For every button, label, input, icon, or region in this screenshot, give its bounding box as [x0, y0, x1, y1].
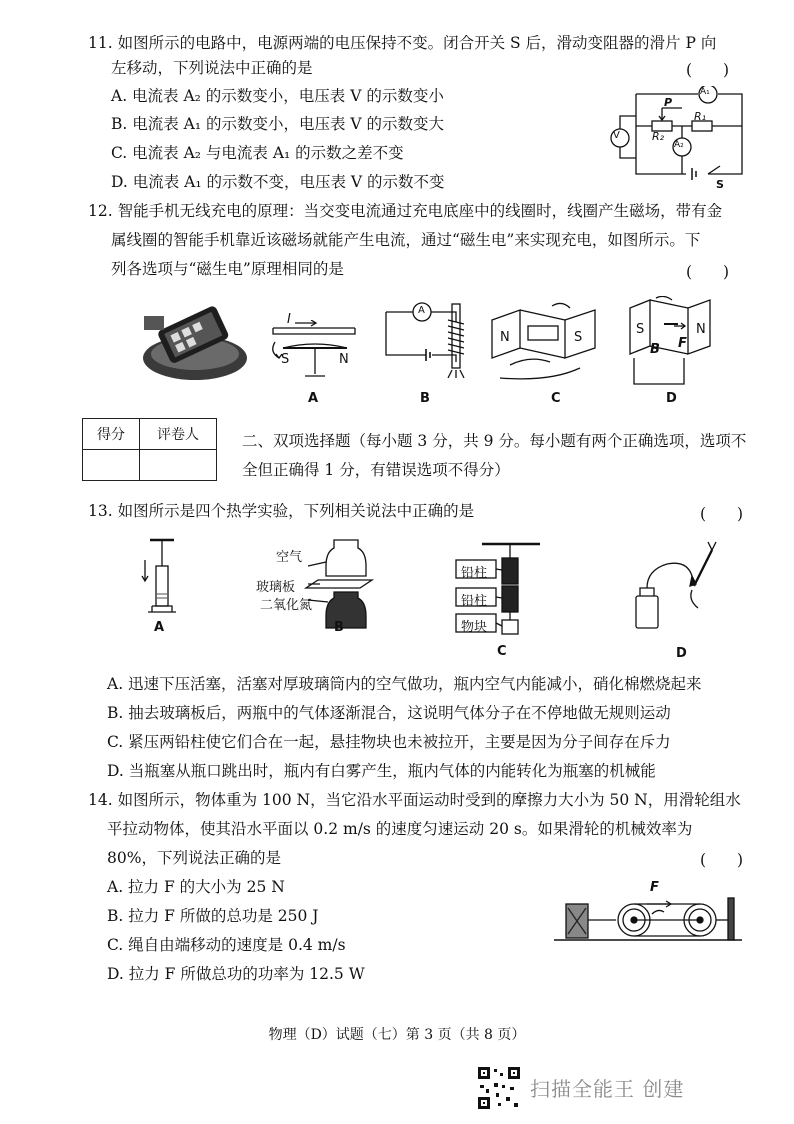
- block-label: 物块: [461, 620, 488, 635]
- q12-caption-d: D: [666, 391, 677, 406]
- q11-stem-line2: 左移动，下列说法中正确的是: [111, 59, 313, 77]
- d-magnet-s-label: S: [636, 322, 645, 337]
- score-table: [82, 418, 217, 481]
- score-label: 得分: [83, 419, 140, 450]
- q12-figure-d: [628, 296, 718, 386]
- q13-caption-b: B: [334, 620, 344, 635]
- battery-icon: [692, 168, 696, 180]
- lead-column2-label: 铅柱: [461, 594, 488, 609]
- switch-s-label: S: [716, 178, 724, 191]
- q13-option-b: B. 抽去玻璃板后，两瓶中的气体逐渐混合，这说明气体分子在不停地做无规则运动: [107, 704, 671, 722]
- r2-label: R₂: [652, 130, 665, 143]
- qr-code-icon: [476, 1065, 522, 1111]
- voltmeter-label: V: [613, 130, 620, 141]
- q14-option-d: D. 拉力 F 所做总功的功率为 12.5 W: [107, 965, 365, 983]
- d-magnet-n-label: N: [696, 322, 706, 337]
- q14-pulley-diagram: [552, 880, 742, 944]
- q14-option-b: B. 拉力 F 所做的总功是 250 J: [107, 907, 319, 925]
- q13-caption-a: A: [154, 620, 165, 635]
- scanner-watermark: 扫描全能王 创建: [530, 1077, 685, 1101]
- q14-answer-paren: ( ): [700, 851, 744, 869]
- q14-option-c: C. 绳自由端移动的速度是 0.4 m/s: [107, 936, 346, 954]
- q13-figure-b: [256, 536, 376, 631]
- section2-title-line1: 二、双项选择题（每小题 3 分，共 9 分。每小题有两个正确选项，选项不: [242, 432, 747, 450]
- r1-label: R₁: [694, 110, 707, 123]
- ammeter-label: A: [418, 305, 425, 316]
- air-label: 空气: [276, 550, 303, 565]
- q12-phone-charger-photo: [140, 296, 250, 386]
- q13-answer-paren: ( ): [700, 505, 744, 523]
- needle-n-label: N: [339, 352, 349, 367]
- q13-caption-c: C: [497, 644, 507, 659]
- switch-icon: [708, 166, 720, 174]
- current-i-label: I: [287, 312, 291, 327]
- q13-option-c: C. 紧压两铅柱使它们合在一起，悬挂物块也未被拉开，主要是因为分子间存在斥力: [107, 733, 671, 751]
- q13-option-a: A. 迅速下压活塞，活塞对厚玻璃筒内的空气做功，瓶内空气内能减小，硝化棉燃烧起来: [107, 675, 702, 693]
- q14-stem-line1: 14. 如图所示，物体重为 100 N，当它沿水平面运动时受到的摩擦力大小为 50 N，用滑轮组水: [88, 791, 741, 809]
- q12-answer-paren: ( ): [686, 263, 730, 281]
- q14-stem-line3: 80%，下列说法正确的是: [107, 849, 281, 867]
- page-footer: 物理（D）试题（七）第 3 页（共 8 页）: [268, 1027, 526, 1043]
- q13-caption-d: D: [676, 646, 687, 661]
- q14-stem-line2: 平拉动物体，使其沿水平面以 0.2 m/s 的速度匀速运动 20 s。如果滑轮的机械效率为: [107, 820, 693, 838]
- q12-stem-line2: 属线圈的智能手机靠近该磁场就能产生电流，通过“磁生电”来实现充电，如图所示。下: [111, 231, 701, 249]
- field-b-label: B: [650, 342, 660, 357]
- reviewer-cell: [140, 450, 217, 481]
- q13-figure-d: [632, 540, 742, 640]
- a2-label: A₂: [674, 140, 684, 150]
- a1-label: A₁: [700, 87, 710, 97]
- q11-circuit-diagram: [608, 86, 758, 196]
- q14-option-a: A. 拉力 F 的大小为 25 N: [107, 878, 285, 896]
- force-f-label: F: [678, 336, 687, 351]
- q13-figure-a: [140, 536, 180, 616]
- magnet-s-label: S: [574, 330, 583, 345]
- needle-s-label: S: [281, 352, 290, 367]
- q12-stem-line3: 列各选项与“磁生电”原理相同的是: [111, 260, 344, 278]
- force-f-label: F: [650, 880, 659, 895]
- section2-title-line2: 全但正确得 1 分，有错误选项不得分）: [242, 461, 510, 479]
- no2-label: 二氧化氮: [260, 598, 313, 613]
- q12-figure-b: [382, 300, 472, 380]
- q13-stem: 13. 如图所示是四个热学实验，下列相关说法中正确的是: [88, 502, 475, 520]
- q13-option-d: D. 当瓶塞从瓶口跳出时，瓶内有白雾产生，瓶内气体的内能转化为瓶塞的机械能: [107, 762, 656, 780]
- slider-p-label: P: [664, 96, 673, 109]
- q11-option-d: D. 电流表 A₁ 的示数不变，电压表 V 的示数不变: [111, 173, 445, 191]
- q12-figure-c: [490, 300, 600, 385]
- q12-figure-a: [265, 312, 365, 380]
- q12-caption-b: B: [420, 391, 430, 406]
- q12-caption-a: A: [308, 391, 319, 406]
- q11-option-c: C. 电流表 A₂ 与电流表 A₁ 的示数之差不变: [111, 144, 404, 162]
- reviewer-label: 评卷人: [140, 419, 217, 450]
- q11-option-b: B. 电流表 A₁ 的示数变小，电压表 V 的示数变大: [111, 115, 445, 133]
- glass-plate-label: 玻璃板: [256, 580, 296, 595]
- q12-caption-c: C: [551, 391, 561, 406]
- q11-stem-line1: 11. 如图所示的电路中，电源两端的电压保持不变。闭合开关 S 后，滑动变阻器的滑片 P 向: [88, 34, 717, 52]
- magnet-n-label: N: [500, 330, 510, 345]
- lead-column1-label: 铅柱: [461, 566, 488, 581]
- q11-answer-paren: ( ): [686, 61, 730, 79]
- q12-stem-line1: 12. 智能手机无线充电的原理：当交变电流通过充电底座中的线圈时，线圈产生磁场，带有金: [88, 202, 723, 220]
- q11-option-a: A. 电流表 A₂ 的示数变小，电压表 V 的示数变小: [111, 87, 444, 105]
- q13-figure-c: [452, 540, 542, 640]
- score-cell: [83, 450, 140, 481]
